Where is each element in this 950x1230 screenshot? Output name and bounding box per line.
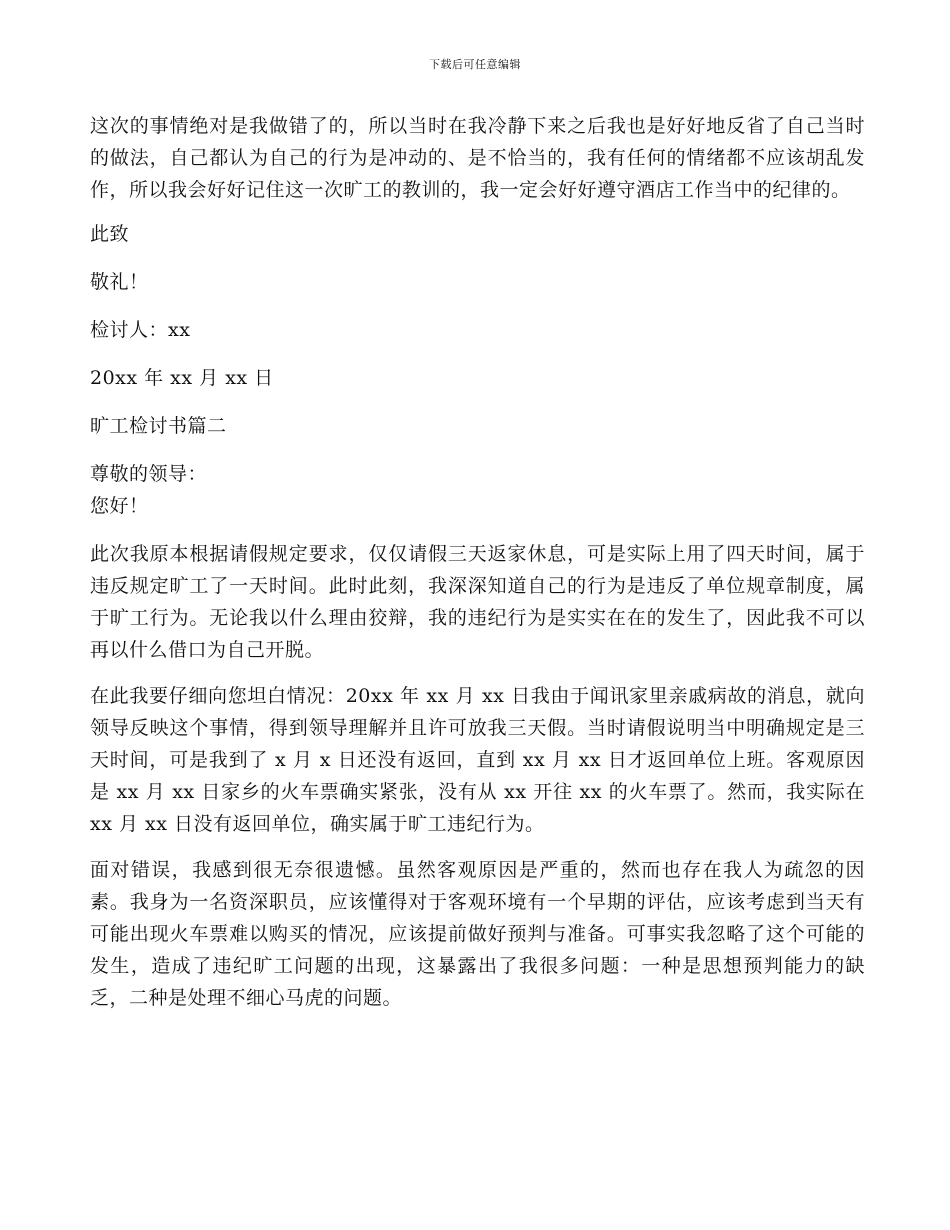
closing-jingli: 敬礼！	[90, 271, 149, 293]
page-header: 下载后可任意编辑	[429, 58, 521, 71]
closing-cizhi: 此致	[90, 223, 130, 245]
paragraph-explanation: 在此我要仔细向您坦白情况：20xx 年 xx 月 xx 日我由于闻讯家里亲戚病故的消息，就向领导反映这个事情，得到领导理解并且许可放我三天假。当时请假说明当中明确规定是三天时间，可是我到了 x 月 x 日还没有返回，直到 xx 月 xx 日才返回单位上班。客观原因是 xx 月 xx 日家乡的火车票确实紧张，没有从 xx 开往 xx 的火车票了。然而，我实际在 xx 月 xx 日没有返回单位，确实属于旷工违纪行为。	[90, 685, 865, 835]
signer-line: 检讨人：xx	[90, 319, 191, 341]
paragraph-leave-overstay: 此次我原本根据请假规定要求，仅仅请假三天返家休息，可是实际上用了四天时间，属于违反规定旷工了一天时间。此时此刻，我深深知道自己的行为是违反了单位规章制度，属于旷工行为。无论我以什么理由狡辩，我的违纪行为是实实在在的发生了，因此我不可以再以什么借口为自己开脱。	[90, 543, 865, 661]
paragraph-self-criticism: 面对错误，我感到很无奈很遗憾。虽然客观原因是严重的，然而也存在我人为疏忽的因素。我身为一名资深职员，应该懂得对于客观环境有一个早期的评估，应该考虑到当天有可能出现火车票难以购买的情况，应该提前做好预判与准备。可事实我忽略了这个可能的发生，造成了违纪旷工问题的出现，这暴露出了我很多问题：一种是思想预判能力的缺乏，二种是处理不细心马虎的问题。	[90, 859, 865, 1009]
salutation: 尊敬的领导：	[90, 463, 208, 485]
greeting: 您好！	[90, 495, 149, 517]
date-line: 20xx 年 xx 月 xx 日	[90, 367, 274, 389]
section-title: 旷工检讨书篇二	[90, 415, 227, 437]
document-body	[90, 110, 865, 1028]
paragraph-reflection: 这次的事情绝对是我做错了的，所以当时在我冷静下来之后我也是好好地反省了自己当时的做法，自己都认为自己的行为是冲动的、是不恰当的，我有任何的情绪都不应该胡乱发作，所以我会好好记住这一次旷工的教训的，我一定会好好遵守酒店工作当中的纪律的。	[90, 115, 865, 201]
